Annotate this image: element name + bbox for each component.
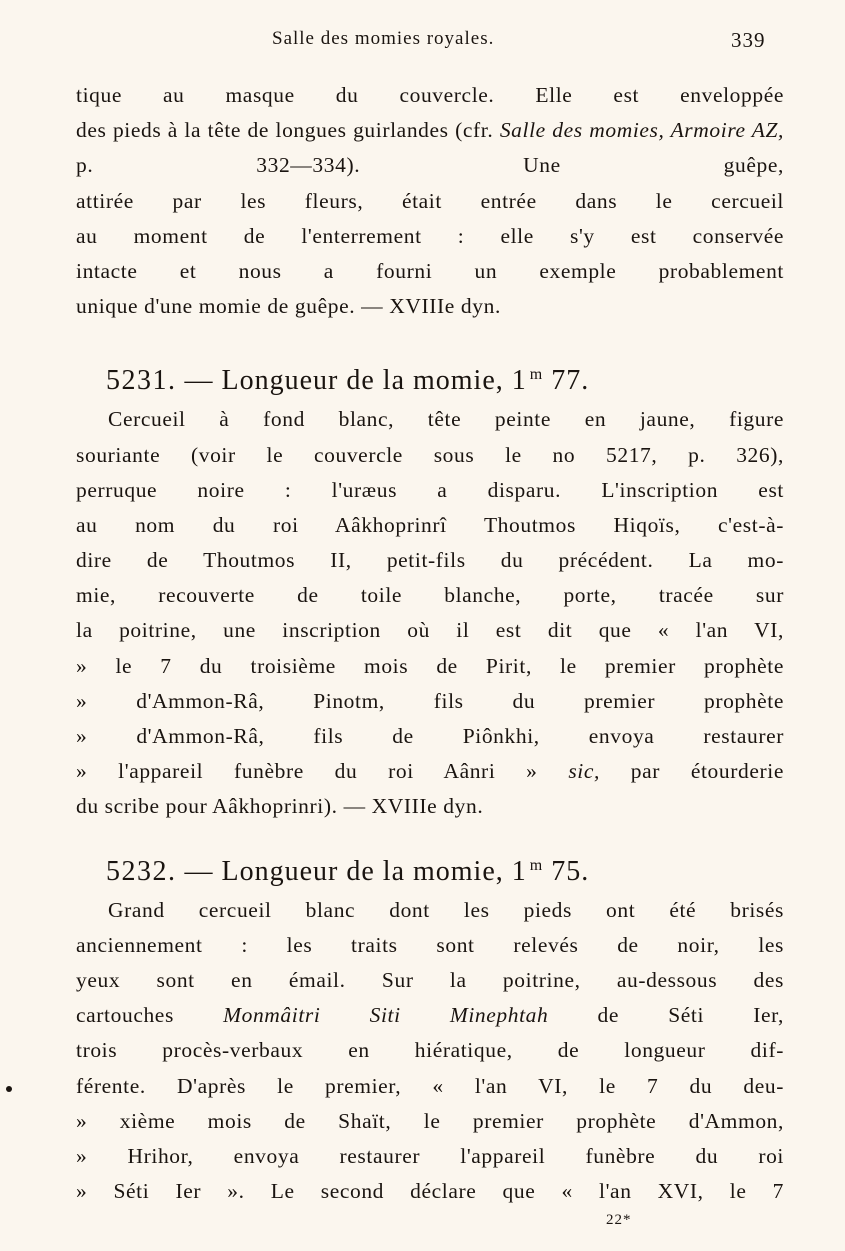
- text-line: tique au masque du couvercle. Elle est enveloppée: [76, 83, 784, 107]
- text-line: perruque noire : l'uræus a disparu. L'inscription est: [76, 477, 784, 502]
- italic-reference: Salle des momies, Armoire AZ,: [499, 118, 784, 143]
- entry-unit: m: [529, 856, 544, 874]
- entry-unit: m: [529, 366, 544, 384]
- italic-sic: sic,: [568, 759, 600, 784]
- text-line: anciennement : les traits sont relevés de noir, les: [76, 932, 784, 957]
- page-number: 339: [731, 28, 766, 52]
- text-line: » l'appareil funèbre du roi Aânri » sic, par étourderie: [76, 759, 784, 784]
- running-title: Salle des momies royales.: [272, 28, 495, 49]
- text-line: des pieds à la tête de longues guirlandes (cfr. Salle des momies, Armoire AZ,: [76, 118, 784, 143]
- text-line: au moment de l'enterrement : elle s'y est conservée: [76, 223, 784, 248]
- text-line: » d'Ammon-Râ, fils de Piônkhi, envoya restaurer: [76, 724, 784, 748]
- text-line: attirée par les fleurs, était entrée dans le cercueil: [76, 188, 784, 213]
- text-line: la poitrine, une inscription où il est dit que « l'an VI,: [76, 618, 784, 643]
- text-line: » le 7 du troisième mois de Pirit, le premier prophète: [76, 653, 784, 678]
- text-line: Cercueil à fond blanc, tête peinte en jaune, figure: [108, 407, 784, 432]
- entry-value: 77.: [551, 365, 590, 397]
- text-line: mie, recouverte de toile blanche, porte, tracée sur: [76, 583, 784, 608]
- text-line: cartouches Monmâitri Siti Minephtah de Séti Ier,: [76, 1003, 784, 1028]
- text-line: p. 332—334). Une guêpe,: [76, 153, 784, 178]
- body-text: [76, 78, 784, 1209]
- text-line: » Hrihor, envoya restaurer l'appareil funèbre du roi: [76, 1143, 784, 1168]
- italic-cartouche: Monmâitri Siti Minephtah: [223, 1003, 549, 1028]
- entry-heading-5232: [76, 845, 784, 893]
- margin-dot: [6, 1086, 12, 1092]
- signature-mark: 22*: [606, 1212, 632, 1228]
- text-line: unique d'une momie de guêpe. — XVIIIe dyn.: [76, 294, 501, 319]
- entry-number: 5231.: [106, 365, 177, 397]
- text-line: souriante (voir le couvercle sous le no 5217, p. 326),: [76, 442, 784, 467]
- entry-heading-5231: [76, 354, 784, 402]
- text-line: férente. D'après le premier, « l'an VI, le 7 du deu-: [76, 1073, 784, 1098]
- entry-value: 75.: [551, 855, 590, 887]
- text-line: » xième mois de Shaït, le premier prophète d'Ammon,: [76, 1108, 784, 1133]
- text-line: Grand cercueil blanc dont les pieds ont été brisés: [108, 897, 784, 922]
- text-line: trois procès-verbaux en hiératique, de longueur dif-: [76, 1038, 784, 1063]
- text-line: dire de Thoutmos II, petit-fils du précédent. La mo-: [76, 548, 784, 573]
- text-line: yeux sont en émail. Sur la poitrine, au-dessous des: [76, 967, 784, 992]
- text-line: » Séti Ier ». Le second déclare que « l'an XVI, le 7: [76, 1179, 784, 1204]
- running-head: [0, 28, 845, 58]
- text-line: au nom du roi Aâkhoprinrî Thoutmos Hiqoïs, c'est-à-: [76, 512, 784, 537]
- text-line: » d'Ammon-Râ, Pinotm, fils du premier prophète: [76, 688, 784, 713]
- text-line: du scribe pour Aâkhoprinri). — XVIIIe dyn.: [76, 794, 484, 819]
- entry-title: — Longueur de la momie, 1: [184, 365, 527, 397]
- entry-title: — Longueur de la momie, 1: [184, 855, 527, 887]
- text-line: intacte et nous a fourni un exemple probablement: [76, 258, 784, 283]
- entry-number: 5232.: [106, 855, 177, 887]
